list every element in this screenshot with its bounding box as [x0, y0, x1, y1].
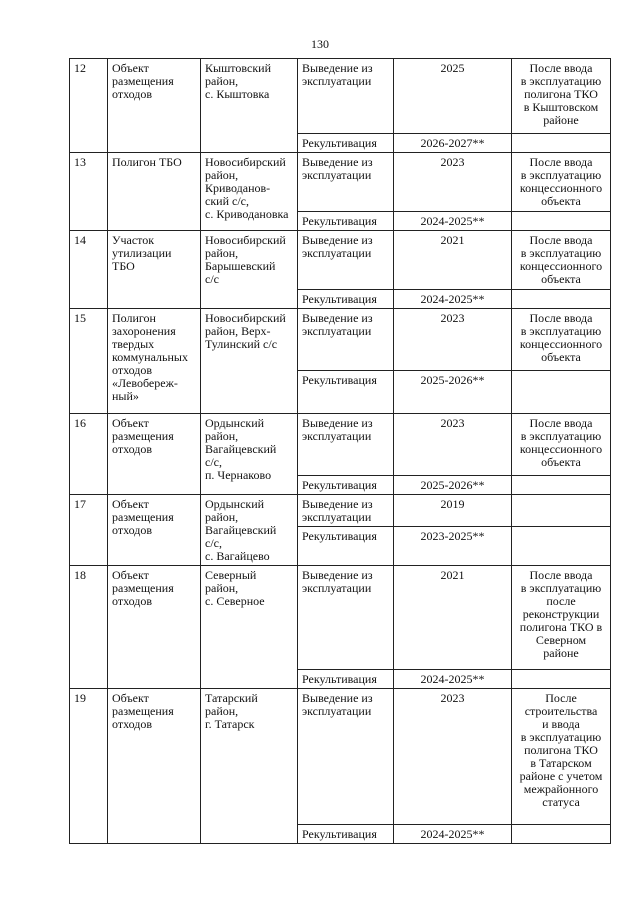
- table-row: [70, 309, 611, 371]
- year-decommission: [394, 689, 512, 825]
- year-decommission: [394, 231, 512, 290]
- year-recultivation-text: 2024-2025**: [420, 292, 485, 306]
- year-recultivation-text: 2024-2025**: [420, 214, 485, 228]
- action-recultivation-text: Рекультивация: [302, 529, 377, 543]
- action-decommission-text: Выведение из эксплуатации: [302, 311, 373, 338]
- action-decommission: [298, 566, 394, 670]
- location-text: Татарский район, г. Татарск: [205, 691, 258, 731]
- action-decommission-text: Выведение из эксплуатации: [302, 691, 373, 718]
- object-type-text: Полигон ТБО: [112, 155, 182, 169]
- row-number-text: 14: [74, 233, 86, 247]
- note-text: После ввода в эксплуатацию концессионного объекта: [519, 416, 603, 469]
- note-empty: [512, 134, 611, 153]
- table-row: [70, 689, 611, 825]
- row-number: [70, 59, 108, 153]
- note-text: После ввода в эксплуатацию после реконструкции полигона ТКО в Северном районе: [519, 568, 603, 660]
- object-type: [108, 153, 201, 231]
- action-recultivation: [298, 825, 394, 844]
- table-row: [70, 153, 611, 212]
- object-type: [108, 231, 201, 309]
- action-decommission: [298, 59, 394, 134]
- year-decommission: [394, 414, 512, 476]
- year-recultivation: [394, 371, 512, 414]
- action-decommission-text: Выведение из эксплуатации: [302, 416, 373, 443]
- location: [201, 414, 298, 495]
- row-number: [70, 495, 108, 566]
- object-type-text: Объект размещения отходов: [112, 568, 174, 608]
- object-type: [108, 59, 201, 153]
- note-empty: [512, 290, 611, 309]
- action-decommission: [298, 495, 394, 527]
- note: [512, 689, 611, 825]
- object-type-text: Объект размещения отходов: [112, 61, 174, 101]
- note: [512, 414, 611, 476]
- object-type-text: Участок утилизации ТБО: [112, 233, 172, 273]
- note-empty: [512, 476, 611, 495]
- location: [201, 495, 298, 566]
- note-text: После ввода в эксплуатацию полигона ТКО в Кыштовском районе: [520, 61, 602, 127]
- object-type: [108, 414, 201, 495]
- table-row: [70, 59, 611, 134]
- location: [201, 566, 298, 689]
- location: [201, 231, 298, 309]
- action-decommission: [298, 231, 394, 290]
- row-number: [70, 309, 108, 414]
- action-recultivation: [298, 476, 394, 495]
- location-text: Новосибирский район, Криводанов- ский с/с, с. Криводановка: [205, 155, 289, 221]
- year-decommission-text: 2023: [440, 691, 465, 705]
- action-recultivation: [298, 134, 394, 153]
- note-empty: [512, 527, 611, 566]
- table-row: [70, 414, 611, 476]
- action-recultivation-text: Рекультивация: [302, 292, 377, 306]
- year-recultivation-text: 2025-2026**: [420, 478, 485, 492]
- location: [201, 59, 298, 153]
- note: [512, 566, 611, 670]
- year-decommission-text: 2021: [440, 568, 465, 582]
- table-row: [70, 495, 611, 527]
- year-recultivation-text: 2024-2025**: [420, 827, 485, 841]
- row-number: [70, 566, 108, 689]
- note-text: После ввода в эксплуатацию концессионного объекта: [519, 311, 603, 364]
- action-recultivation-text: Рекультивация: [302, 478, 377, 492]
- action-decommission-text: Выведение из эксплуатации: [302, 497, 373, 524]
- year-recultivation: [394, 290, 512, 309]
- object-type-text: Полигон захоронения твердых коммунальных отходов «Левобереж- ный»: [112, 311, 188, 403]
- row-number: [70, 231, 108, 309]
- action-recultivation-text: Рекультивация: [302, 672, 377, 686]
- row-number-text: 13: [74, 155, 86, 169]
- year-recultivation: [394, 476, 512, 495]
- page-number: 130: [311, 37, 329, 51]
- year-decommission-text: 2021: [440, 233, 465, 247]
- row-number-text: 15: [74, 311, 86, 325]
- row-number: [70, 689, 108, 844]
- row-number: [70, 153, 108, 231]
- year-recultivation-text: 2023-2025**: [420, 529, 485, 543]
- location: [201, 689, 298, 844]
- year-recultivation-text: 2025-2026**: [420, 373, 485, 387]
- location: [201, 309, 298, 414]
- location-text: Новосибирский район, Верх- Тулинский с/с: [205, 311, 286, 351]
- note-empty: [512, 212, 611, 231]
- object-type-text: Объект размещения отходов: [112, 497, 174, 537]
- note-empty: [512, 371, 611, 414]
- note-empty: [512, 670, 611, 689]
- year-decommission: [394, 495, 512, 527]
- location: [201, 153, 298, 231]
- year-decommission-text: 2025: [440, 61, 465, 75]
- action-recultivation-text: Рекультивация: [302, 373, 377, 387]
- note: [512, 153, 611, 212]
- action-recultivation-text: Рекультивация: [302, 214, 377, 228]
- action-decommission-text: Выведение из эксплуатации: [302, 155, 373, 182]
- action-recultivation: [298, 527, 394, 566]
- note-text: После ввода в эксплуатацию концессионного объекта: [519, 155, 603, 208]
- row-number-text: 17: [74, 497, 86, 511]
- action-decommission: [298, 153, 394, 212]
- action-decommission: [298, 689, 394, 825]
- year-recultivation-text: 2026-2027**: [420, 136, 485, 150]
- row-number: [70, 414, 108, 495]
- action-decommission-text: Выведение из эксплуатации: [302, 568, 373, 595]
- note-text: После ввода в эксплуатацию концессионного объекта: [519, 233, 603, 286]
- year-recultivation: [394, 527, 512, 566]
- row-number-text: 19: [74, 691, 86, 705]
- table-body: [70, 59, 611, 844]
- action-recultivation-text: Рекультивация: [302, 827, 377, 841]
- object-type-text: Объект размещения отходов: [112, 416, 174, 456]
- year-recultivation: [394, 670, 512, 689]
- location-text: Северный район, с. Северное: [205, 568, 265, 608]
- object-type: [108, 309, 201, 414]
- location-text: Кыштовский район, с. Кыштовка: [205, 61, 271, 101]
- note-empty: [512, 825, 611, 844]
- row-number-text: 18: [74, 568, 86, 582]
- row-number-text: 16: [74, 416, 86, 430]
- year-decommission: [394, 566, 512, 670]
- year-decommission-text: 2019: [440, 497, 465, 511]
- note-text: После строительства и ввода в эксплуатацию полигона ТКО в Татарском районе с учетом межрайонного статуса: [519, 691, 603, 809]
- action-recultivation: [298, 290, 394, 309]
- object-type: [108, 689, 201, 844]
- year-decommission-text: 2023: [440, 416, 465, 430]
- action-decommission: [298, 309, 394, 371]
- year-recultivation: [394, 212, 512, 231]
- action-recultivation: [298, 371, 394, 414]
- year-decommission: [394, 153, 512, 212]
- action-decommission: [298, 414, 394, 476]
- row-number-text: 12: [74, 61, 86, 75]
- location-text: Ордынский район, Вагайцевский с/с, п. Чернаково: [205, 416, 277, 482]
- action-recultivation: [298, 670, 394, 689]
- year-decommission: [394, 309, 512, 371]
- object-type: [108, 495, 201, 566]
- location-text: Новосибирский район, Барышевский с/с: [205, 233, 286, 286]
- note: [512, 59, 611, 134]
- year-recultivation-text: 2024-2025**: [420, 672, 485, 686]
- note: [512, 309, 611, 371]
- action-decommission-text: Выведение из эксплуатации: [302, 61, 373, 88]
- landfill-table: [69, 58, 611, 844]
- year-recultivation: [394, 134, 512, 153]
- location-text: Ордынский район, Вагайцевский с/с, с. Вагайцево: [205, 497, 277, 563]
- action-recultivation: [298, 212, 394, 231]
- action-decommission-text: Выведение из эксплуатации: [302, 233, 373, 260]
- note: [512, 231, 611, 290]
- table-row: [70, 566, 611, 670]
- year-decommission-text: 2023: [440, 311, 465, 325]
- note: [512, 495, 611, 527]
- year-decommission-text: 2023: [440, 155, 465, 169]
- object-type-text: Объект размещения отходов: [112, 691, 174, 731]
- action-recultivation-text: Рекультивация: [302, 136, 377, 150]
- object-type: [108, 566, 201, 689]
- table-row: [70, 231, 611, 290]
- year-decommission: [394, 59, 512, 134]
- year-recultivation: [394, 825, 512, 844]
